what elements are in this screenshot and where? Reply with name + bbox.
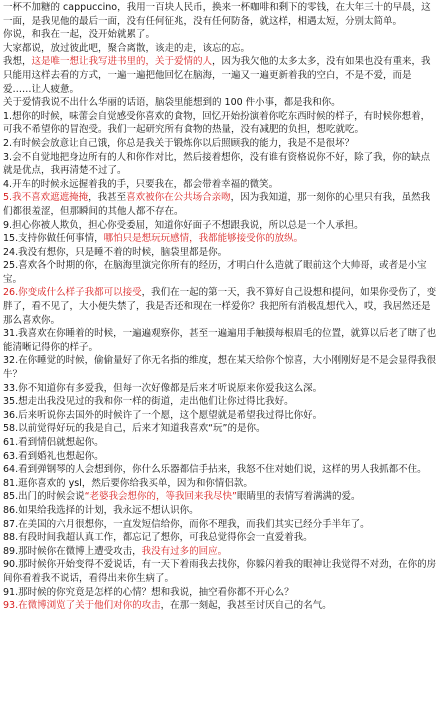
text-run: 32.在你睡觉的时候，偷偷量好了你无名指的维度，想在某天给你个惊喜，大小刚刚好是不是会显得我很牛？ — [3, 355, 437, 381]
paragraph — [3, 450, 437, 464]
paragraph — [3, 178, 437, 192]
text-run: 86.如果给我选择的计划，我永远不想认识你。 — [3, 504, 199, 516]
highlighted-text: 我不喜欢遮遮掩掩 — [12, 192, 89, 204]
highlighted-text: 哪怕只是想玩玩感情，我都能够接受你的放纵。 — [103, 233, 304, 245]
text-run: 我想， — [3, 56, 32, 68]
text-run: ，我们在一起的第一天，我不算好自己设想和提问，如果你受伤了，变胖了，看不见了，大小便失禁了，我是否还和现在一样爱你？我把所有消极乱想代入，哎，我居然还是那么喜欢你。 — [3, 287, 437, 326]
text-run: ，因为我欠他的太多太多，没有如果也没有重来，我只能用这样去看的方式，一遍一遍把他回忆在脑海，一遍又一遍更新着我的空白，不是不爱，而是爱……让人疲惫。 — [3, 56, 431, 95]
text-run: 91.那时候的你究竟是怎样的心情？想和我说，抽空看你都不开心么？ — [3, 586, 294, 598]
text-run: 24.我没有想你，只是睡不着的时候，脑袋里都是你。 — [3, 246, 228, 258]
text-run: 88.有段时间我超认真工作，都忘记了想你，可我总觉得你会一直爱着我。 — [3, 532, 313, 544]
paragraph — [3, 110, 437, 137]
paragraph — [3, 354, 437, 381]
paragraph — [3, 490, 437, 504]
highlighted-text: 喜欢被你在公共场合亲吻 — [126, 192, 231, 204]
paragraph — [3, 96, 437, 110]
paragraph — [3, 477, 437, 491]
paragraph — [3, 1, 437, 28]
text-run: 58.以前觉得好玩的我是自己，后来才知道我喜欢“玩”的是你。 — [3, 423, 266, 435]
text-run: 4.开车的时候永远握着我的手，只要我在，都会带着幸福的微笑。 — [3, 178, 279, 190]
text-run: 9.担心你被人欺负，担心你受委屈，知道你好面子不想跟我说，所以总是一个人承担。 — [3, 219, 364, 231]
text-run: 85.出门的时候会说 — [3, 491, 85, 503]
paragraph — [3, 219, 437, 233]
paragraph — [3, 586, 437, 600]
paragraph — [3, 137, 437, 151]
paragraph — [3, 28, 437, 42]
text-run: 64.看到弹钢琴的人会想到你，你什么乐器都信手拈来，我怒不住对她们说，这样的男人我抓都不住。 — [3, 464, 427, 476]
text-run: 你说，和我在一起，没开始就累了。 — [3, 29, 156, 41]
paragraph — [3, 518, 437, 532]
text-run: 36.后来听说你去国外的时候许了一个愿，这个愿望就是希望我过得比你好。 — [3, 409, 323, 421]
paragraph — [3, 599, 437, 613]
paragraph — [3, 55, 437, 96]
text-run: 一杯不加糖的 cappuccino，我用一百块人民币，换来一杯咖啡和剩下的零钱，在大年三十的早晨，这一面，是我见他的最后一面，没有任何征兆，没有任何防备，就这样，相遇太短，分别太简单。 — [3, 2, 431, 27]
paragraph — [3, 286, 437, 327]
text-run: 87.在美国的六月很想你，一直发短信给你，而你不理我，而我们其实已经分手半年了。 — [3, 518, 370, 530]
text-run: 89.那时候你在微博上遭受攻击， — [3, 545, 142, 557]
highlighted-text: 我没有过多的回应。 — [141, 545, 228, 557]
text-run: ，我甚至 — [88, 192, 127, 204]
highlighted-text: 在微博浏览了关于他们对你的攻击 — [18, 600, 161, 612]
text-run: 31.我喜欢在你睡着的时候，一遍遍观察你，甚至一遍遍用手触摸每根眉毛的位置，就算以后老了瞎了也能清晰记得你的样子。 — [3, 328, 437, 353]
highlighted-text: 26. — [3, 287, 19, 299]
paragraph — [3, 409, 437, 423]
paragraph — [3, 246, 437, 260]
paragraph — [3, 422, 437, 436]
text-run: 35.想走出我没见过的我和你一样的街道，走出他们让你过得比我好。 — [3, 396, 294, 408]
highlighted-text: “老婆我会想你的，等我回来我尽快” — [84, 491, 237, 503]
text-run: 1.想你的时候，味蕾会自觉感受你喜欢的食物，回忆开始扮演着你吃东西时候的样子，有时候你想着，可我不希望你的冒泡受。我们一起研究所有食物的热量，没有减肥的负担，想吃就吃。 — [3, 110, 431, 136]
text-run: 25.喜欢各个时期的你，在脑海里演完你所有的经历，才明白什么造就了眼前这个大帅哥，或者是小宝宝。 — [3, 260, 427, 285]
paragraph — [3, 232, 437, 246]
highlighted-text: 93. — [3, 600, 19, 612]
text-run: 61.看到情侣就想起你。 — [3, 437, 104, 448]
paragraph — [3, 259, 437, 286]
text-run: 2.有时候会放意让自己饿，你总是我关于锻炼你以后照顾我的能力，我是不是很坏？ — [3, 137, 355, 149]
paragraph — [3, 191, 437, 218]
text-run: 33.你不知道你有多爱我，但每一次好像都是后来才听说原来你爱我这么深。 — [3, 382, 323, 394]
text-run: 眼睛里的表情写着满满的爱。 — [236, 491, 361, 503]
highlighted-text: 你变成什么样子我都可以接受 — [18, 287, 142, 299]
highlighted-text: 5. — [3, 192, 13, 204]
text-run: 3.会不自觉地把身边所有的人和你作对比，然后接着想你，没有谁有资格说你不好，除了我，你的缺点就是优点，我再清楚不过了。 — [3, 151, 431, 177]
paragraph — [3, 531, 437, 545]
paragraph — [3, 463, 437, 477]
text-run: 大家都说，放过彼此吧，聚合离散，该走的走，该忘的忘。 — [3, 42, 251, 54]
paragraph — [3, 545, 437, 559]
paragraph — [3, 151, 437, 178]
text-run: 81.逛你喜欢的 ysl，然后要你给我买单，因为和你情侣款。 — [3, 477, 253, 489]
text-run: ，在那一刻起，我甚至讨厌自己的名气。 — [160, 600, 332, 612]
highlighted-text: 这是唯一想让我写进书里的，关于爱情的人 — [31, 56, 213, 68]
text-run: 63.看到婚礼也想起你。 — [3, 450, 104, 462]
text-run: 90.那时候你开始变得不爱说话，有一天下着雨我去找你，你躲闪着我的眼神让我觉得不对劲，在你的房间你看着我不说话，看得出来你生病了。 — [3, 559, 437, 584]
paragraph — [3, 436, 437, 450]
paragraph — [3, 42, 437, 56]
paragraph — [3, 504, 437, 518]
text-run: 15.支持你做任何事情， — [3, 233, 104, 245]
text-run: 关于爱情我说不出什么华丽的话语，脑袋里能想到的 100 件小事，都是我和你。 — [3, 97, 341, 109]
paragraph — [3, 395, 437, 409]
paragraph — [3, 327, 437, 354]
text-run: ，因为我知道，那一刻你的心里只有我，虽然我们都很羞涩，但那瞬间的其他人都不存在。 — [3, 192, 431, 217]
paragraph — [3, 382, 437, 396]
paragraph — [3, 558, 437, 585]
